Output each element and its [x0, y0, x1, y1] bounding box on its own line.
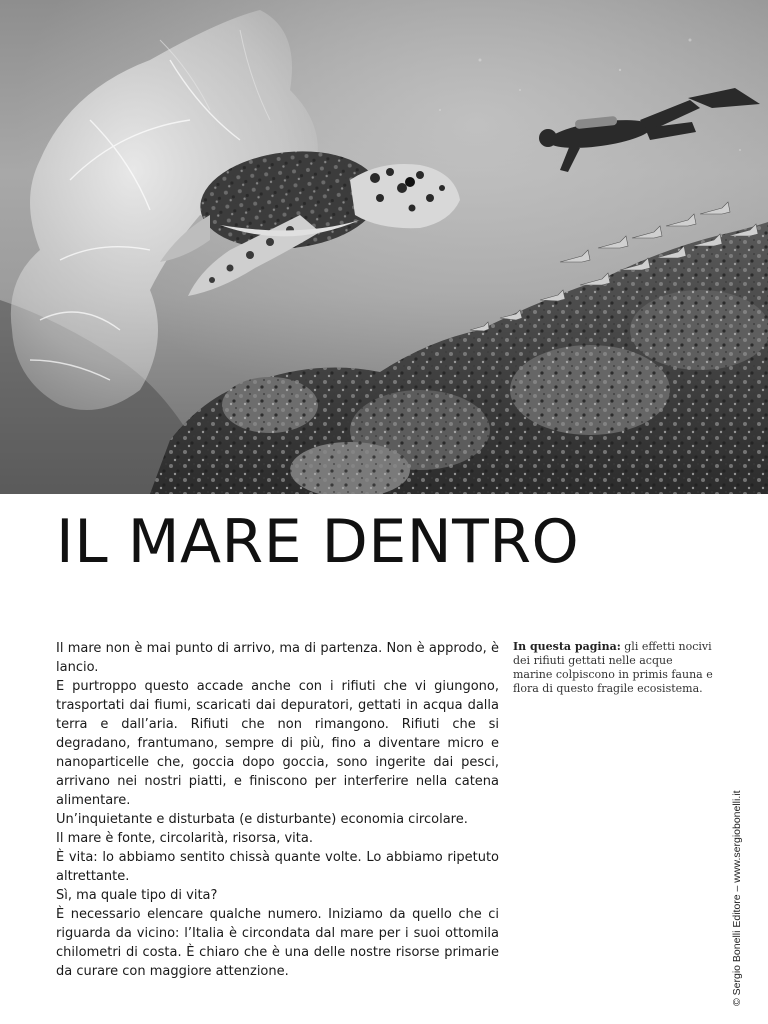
body-paragraph: Sì, ma quale tipo di vita?	[56, 888, 218, 903]
body-paragraph: Un’inquietante e disturbata (e disturbante) economia circolare.	[56, 812, 468, 827]
body-paragraph: È necessario elencare qualche numero. Iniziamo da quello che ci riguarda da vicino: l’Italia è circondata dal mare per i suoi ottomila chilometri di costa. È chiaro che è una delle nostre risorse primarie da curare con maggiore attenzione.	[56, 907, 499, 979]
photo-caption	[513, 640, 713, 696]
caption-text: gli effetti nocivi dei rifiuti gettati nelle acque marine colpiscono in primis fauna e flora di questo fragile ecosistema.	[513, 640, 713, 695]
article-title: IL MARE DENTRO	[56, 507, 580, 577]
body-paragraph: E purtroppo questo accade anche con i rifiuti che vi giungono, trasportati dai fiumi, scaricati dai depuratori, gettati in acqua dalla terra e dall’aria. Rifiuti che non rimangono. Rifiuti che si degradano, frantumano, sempre di più, fino a diventare micro e nanoparticelle che, goccia dopo goccia, sono ingerite dai pesci, arrivano nei nostri piatti, e finiscono per interferire nella catena alimentare.	[56, 679, 499, 808]
article-body	[56, 639, 499, 981]
body-paragraph: Il mare è fonte, circolarità, risorsa, vita.	[56, 831, 313, 846]
copyright-credit: © Sergio Bonelli Editore – www.sergiobonelli.it	[731, 790, 743, 1006]
body-paragraph: Il mare non è mai punto di arrivo, ma di partenza. Non è approdo, è lancio.	[56, 641, 499, 675]
caption-lead: In questa pagina:	[513, 640, 621, 653]
body-paragraph: È vita: lo abbiamo sentito chissà quante volte. Lo abbiamo ripetuto altrettante.	[56, 850, 499, 884]
underwater-turtle-illustration	[0, 0, 768, 494]
hero-photo	[0, 0, 768, 494]
